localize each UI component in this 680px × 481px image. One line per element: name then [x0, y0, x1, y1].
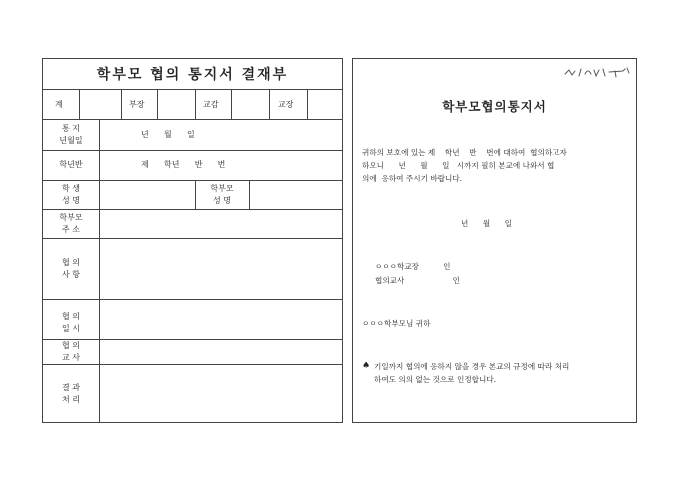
divider	[195, 89, 196, 119]
label-notice-date: 통 지 년월일	[59, 123, 83, 145]
label-parent-address: 학부모 주 소	[59, 212, 83, 234]
notice-body-line-3: 의에 응하여 주시기 바랍니다.	[362, 174, 463, 183]
notice-date: 년 월 일	[461, 219, 512, 228]
label-parent-name: 학부모 성 명	[210, 183, 234, 205]
handwritten-mark	[563, 64, 631, 80]
divider	[43, 299, 342, 300]
label-student-name: 학 생 성 명	[62, 183, 80, 205]
divider	[157, 89, 158, 119]
teacher-signature-line: 협의교사 인	[375, 276, 460, 285]
notice-form	[352, 58, 637, 423]
approval-form-title: 학부모 협의 통지서 결재부	[43, 59, 342, 90]
note-line-2: 하여도 의의 없는 것으로 인정합니다.	[374, 375, 497, 384]
approval-form	[42, 58, 343, 423]
divider	[231, 89, 232, 119]
label-result: 결 과 처 리	[62, 382, 80, 404]
addressee: ㅇㅇㅇ학부모님 귀하	[362, 319, 431, 328]
sign-label-vice-principal: 교감	[203, 100, 219, 109]
sign-label-staff: 계	[55, 100, 63, 109]
divider	[99, 119, 100, 423]
spade-icon: ♠	[362, 361, 371, 371]
label-consultation-matter: 협 의 사 항	[62, 257, 80, 279]
principal-signature-line: ㅇㅇㅇ학교장 인	[375, 262, 451, 271]
divider	[249, 180, 250, 209]
divider	[269, 89, 270, 119]
notice-date-value: 년 월 일	[141, 130, 195, 139]
sign-label-principal: 교장	[278, 100, 294, 109]
label-consultation-datetime: 협 의 일 시	[62, 312, 80, 333]
note-line-1: 기일까지 협의에 응하지 않을 경우 본교의 규정에 따라 처리	[374, 362, 570, 371]
divider	[307, 89, 308, 119]
notice-body-line-2: 하오니 년 월 일 시까지 필히 본교에 나와서 협	[362, 161, 555, 170]
label-consultation-teacher: 협 의 교 사	[62, 340, 80, 362]
divider	[121, 89, 122, 119]
divider	[79, 89, 80, 119]
notice-title: 학부모협의통지서	[442, 99, 547, 114]
label-grade-class: 학년반	[59, 160, 83, 169]
grade-class-value: 제 학년 반 번	[141, 160, 226, 169]
sign-label-head: 부장	[129, 100, 145, 109]
notice-body-line-1: 귀하의 보호에 있는 제 학년 반 번에 대하여 협의하고자	[362, 148, 567, 157]
